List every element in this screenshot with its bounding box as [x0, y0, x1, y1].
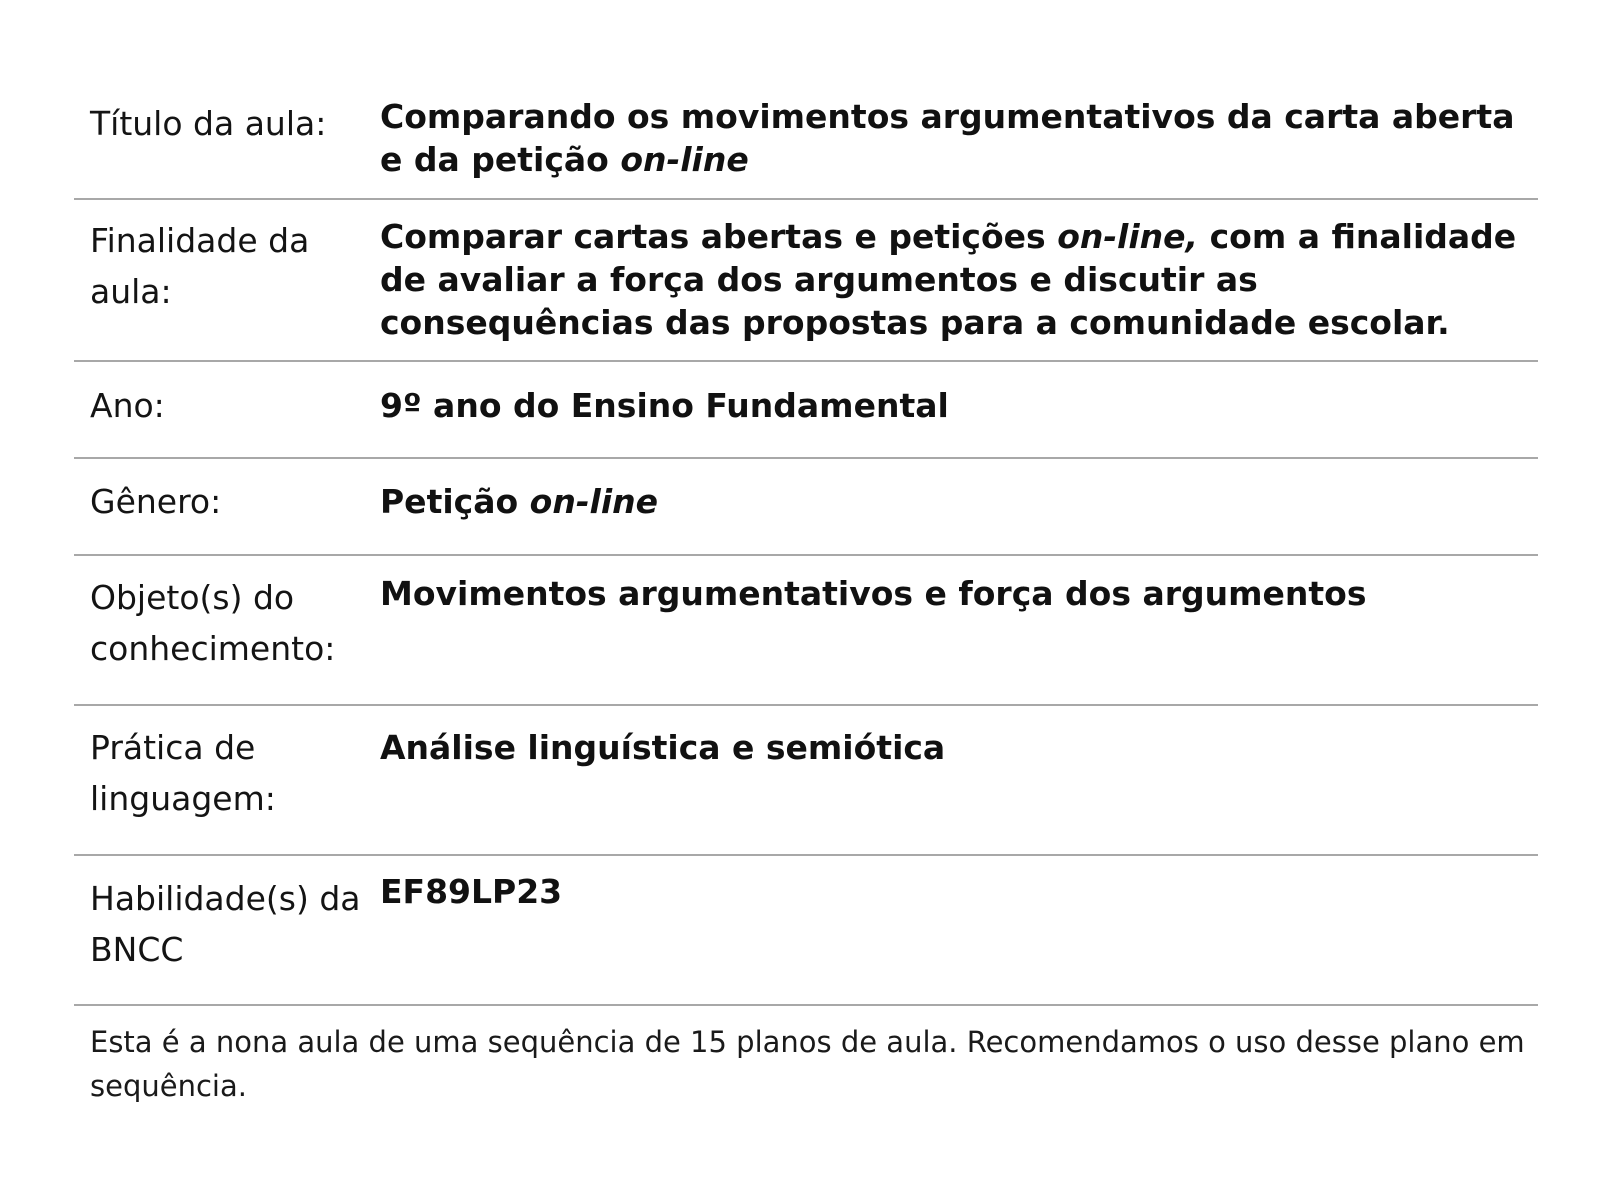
value-lesson-title	[380, 78, 1538, 198]
value-lesson-purpose-tail: com a finalidade de avaliar a força dos argumentos e discutir as consequências das propostas para a comunidade escolar.	[380, 217, 1517, 342]
label-knowledge-objects: Objeto(s) do conhecimento:	[90, 578, 336, 668]
label-bncc-skills: Habilidade(s) da BNCC	[90, 879, 361, 969]
value-lesson-purpose	[380, 200, 1538, 360]
row-genre	[74, 459, 1538, 556]
value-lesson-purpose-italic: on-line,	[1057, 217, 1199, 256]
row-language-practice	[74, 706, 1538, 856]
label-language-practice: Prática de linguagem:	[90, 728, 276, 818]
value-genre	[380, 459, 1538, 554]
label-lesson-title: Título da aula:	[90, 104, 327, 143]
row-knowledge-objects	[74, 556, 1538, 706]
value-language-practice: Análise linguística e semiótica	[380, 728, 946, 767]
label-genre: Gênero:	[90, 482, 222, 521]
row-lesson-title	[74, 78, 1538, 200]
value-knowledge-objects: Movimentos argumentativos e força dos argumentos	[380, 574, 1367, 613]
value-lesson-title-italic: on-line	[620, 140, 749, 179]
row-grade	[74, 362, 1538, 459]
row-lesson-purpose	[74, 200, 1538, 362]
value-genre-italic: on-line	[529, 482, 659, 521]
label-lesson-purpose: Finalidade da aula:	[90, 221, 310, 311]
value-bncc-skills: EF89LP23	[380, 872, 563, 911]
sequence-note: Esta é a nona aula de uma sequência de 15 planos de aula. Recomendamos o uso desse plano em sequência.	[90, 1025, 1525, 1103]
label-grade: Ano:	[90, 386, 165, 425]
lesson-info-table	[74, 78, 1538, 1006]
value-lesson-title-text: Comparando os movimentos argumentativos da carta aberta e da petição	[380, 97, 1515, 179]
value-genre-text: Petição	[380, 482, 530, 521]
row-bncc-skills	[74, 856, 1538, 1006]
value-grade: 9º ano do Ensino Fundamental	[380, 386, 949, 425]
value-lesson-purpose-text: Comparar cartas abertas e petições	[380, 217, 1058, 256]
